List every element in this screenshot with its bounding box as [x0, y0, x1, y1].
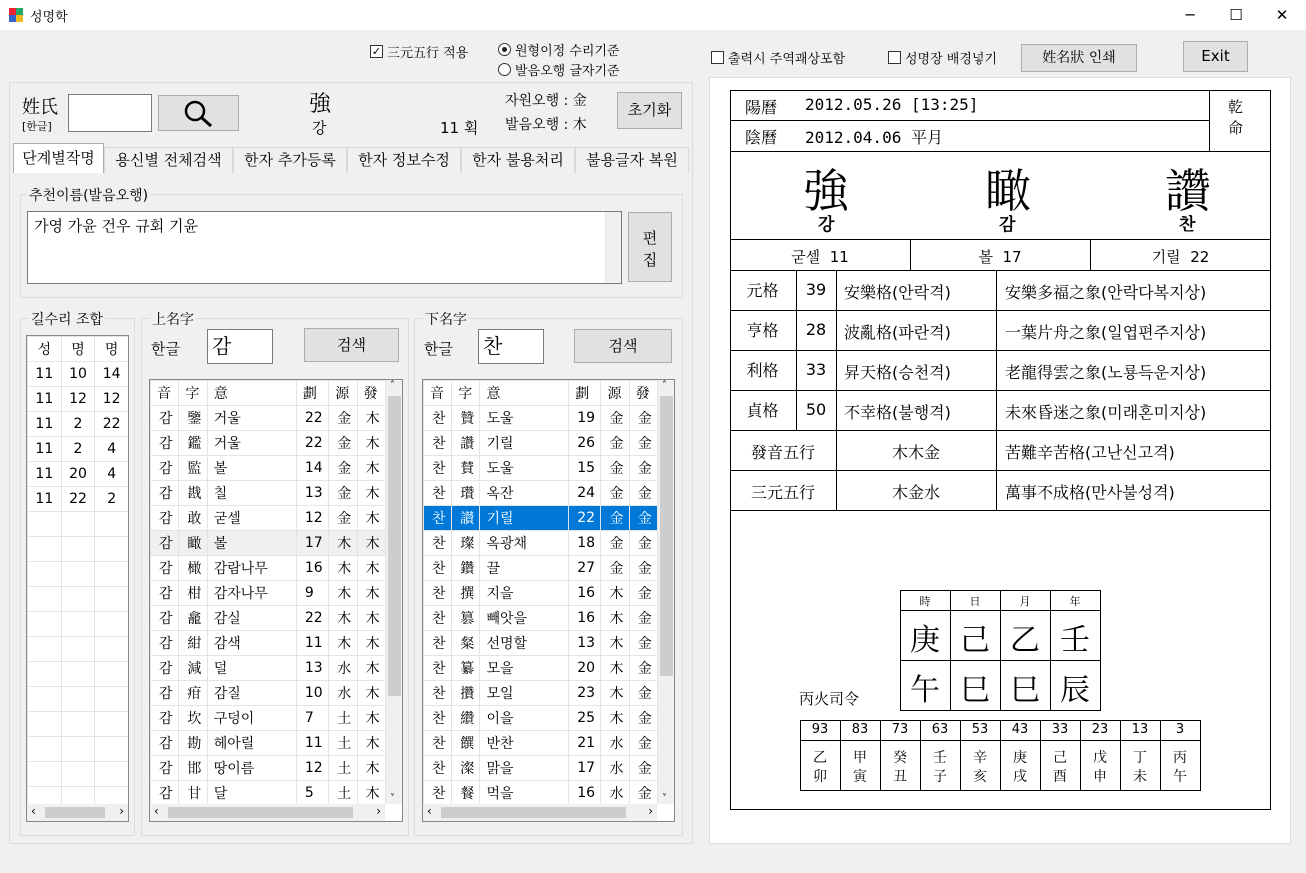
radio-bareum[interactable]: 발음오행 글자기준	[498, 60, 620, 79]
upper-hanja-row[interactable]: 감 紺 감색 11 木 木	[151, 631, 386, 656]
bareum-ohaeng: 발음오행 : 木	[505, 117, 587, 133]
lower-hangul-label: 한글	[424, 340, 453, 358]
gilsuri-row[interactable]: 11 10 14	[28, 362, 129, 387]
upper-hanja-row[interactable]: 감 敢 굳셀 12 金 木	[151, 506, 386, 531]
gilsuri-row[interactable]: 11 2 4	[28, 437, 129, 462]
lower-vscrollbar[interactable]: ˄ ˅	[657, 380, 674, 804]
saju-branch: 辰	[1060, 673, 1090, 708]
upper-hanja-row[interactable]: 감 勘 헤아릴 11 土 木	[151, 731, 386, 756]
saju-stem: 乙	[1010, 623, 1040, 658]
daeun-stem: 己	[1053, 750, 1067, 766]
name-hangul-1: 강	[818, 215, 835, 235]
daeun-stem: 壬	[933, 750, 947, 766]
upper-hangul-label: 한글	[151, 340, 180, 358]
daeun-stem: 庚	[1013, 750, 1027, 766]
check-icon: ✓	[371, 45, 382, 58]
gilsuri-empty-row	[28, 562, 129, 587]
daeun-age: 23	[1091, 722, 1109, 737]
surname-hanja: 強	[309, 92, 332, 117]
daeun-age: 73	[891, 722, 909, 737]
upper-search-button[interactable]: 검색	[304, 328, 399, 362]
saju-stem: 己	[960, 623, 990, 658]
fortune-gyeok: 波亂格(파란격)	[844, 323, 951, 342]
lower-hanja-row[interactable]: 찬 瓚 옥잔 24 金 金	[424, 481, 658, 506]
fortune-number: 28	[805, 320, 827, 339]
daeun-age: 63	[931, 722, 949, 737]
edit-button[interactable]: 편 집	[628, 212, 672, 282]
gilsuri-header: 성 명 명	[28, 337, 129, 362]
daeun-age: 93	[811, 722, 829, 737]
daeun-stem: 戊	[1093, 750, 1107, 766]
surname-input[interactable]	[68, 94, 152, 132]
daeun-branch: 亥	[973, 769, 987, 785]
upper-hanja-row[interactable]: 감 疳 감질 10 水 木	[151, 681, 386, 706]
lower-hanja-row[interactable]: 찬 撰 지을 16 木 金	[424, 581, 658, 606]
daeun-branch: 酉	[1053, 769, 1067, 785]
lower-hanja-row[interactable]: 찬 讚 기릴 26 金 金	[424, 431, 658, 456]
gilsuri-row[interactable]: 11 12 12	[28, 387, 129, 412]
fortune-gyeok: 安樂格(안락격)	[844, 283, 951, 302]
daeun-branch: 未	[1133, 769, 1147, 785]
jawon-ohaeng: 자원오행 : 金	[505, 93, 587, 109]
lower-hanja-row[interactable]: 찬 賛 도울 15 金 金	[424, 456, 658, 481]
fortune-number: 50	[805, 400, 827, 419]
surname-strokes: 11 획	[440, 119, 479, 137]
daeun-stem: 癸	[893, 750, 907, 766]
ohaeng-label: 三元五行	[750, 483, 815, 502]
surname-label: 姓氏	[22, 97, 58, 118]
tab-step-naming[interactable]: 단계별작명	[13, 143, 104, 173]
lower-hanja-row[interactable]: 찬 璨 옥광채 18 金 金	[424, 531, 658, 556]
saryeong-label: 丙火司令	[799, 690, 860, 708]
upper-hanja-row[interactable]: 감 瞰 볼 17 木 木	[151, 531, 386, 556]
app-icon	[9, 8, 23, 22]
name-hanja-3: 讚	[1165, 164, 1211, 218]
upper-hanja-row[interactable]: 감 鑒 거울 22 金 木	[151, 406, 386, 431]
daeun-stem: 丙	[1173, 750, 1187, 766]
lower-hanja-row[interactable]: 찬 粲 선명할 13 木 金	[424, 631, 658, 656]
solar-value: 2012.05.26 [13:25]	[805, 95, 979, 114]
lower-hanja-row[interactable]: 찬 饌 반찬 21 水 金	[424, 731, 658, 756]
tab-restore[interactable]: 불용글자 복원	[575, 147, 689, 173]
gilsuri-empty-row	[28, 637, 129, 662]
print-juyeok-checkbox[interactable]: 출력시 주역괘상포함	[711, 48, 845, 67]
saju-branch: 巳	[960, 673, 990, 708]
saju-header: 時	[919, 595, 931, 608]
fortune-name: 亨格	[746, 321, 779, 340]
upper-hscrollbar[interactable]: ‹ ›	[150, 804, 385, 821]
name-hanja-1: 強	[803, 164, 849, 218]
fortune-sang: 未來昏迷之象(미래혼미지상)	[1005, 403, 1207, 422]
gilsuri-empty-row	[28, 612, 129, 637]
surname-search-button[interactable]	[158, 95, 239, 131]
saju-stem: 庚	[910, 623, 940, 658]
recommend-scrollbar[interactable]	[605, 212, 621, 283]
upper-hanja-row[interactable]: 감 鑑 거울 22 金 木	[151, 431, 386, 456]
daeun-branch: 申	[1093, 769, 1107, 785]
name-hangul-3: 찬	[1179, 215, 1196, 235]
upper-grid[interactable]	[149, 379, 403, 822]
lower-hanja-row[interactable]: 찬 餐 먹을 16 水 金	[424, 781, 658, 806]
daeun-age: 13	[1131, 722, 1149, 737]
daeun-stem: 甲	[853, 750, 867, 766]
upper-hanja-row[interactable]: 감 監 볼 14 金 木	[151, 456, 386, 481]
daeun-branch: 丑	[893, 769, 907, 785]
name-hangul-2: 감	[999, 215, 1016, 235]
lower-hangul-input[interactable]: 찬	[478, 329, 544, 364]
gilsuri-empty-row	[28, 712, 129, 737]
saju-stem: 壬	[1060, 623, 1090, 658]
ohaeng-label: 發音五行	[750, 443, 815, 462]
meaning-3: 기릴 22	[1151, 248, 1210, 266]
fortune-gyeok: 不幸格(불행격)	[844, 403, 951, 422]
sanwon-checkbox[interactable]: ✓ 三元五行 적용	[371, 45, 469, 61]
minimize-button[interactable]: ─	[1185, 6, 1195, 24]
gilsuri-empty-row	[28, 737, 129, 762]
upper-hanja-row[interactable]: 감 龕 감실 22 木 木	[151, 606, 386, 631]
lower-hanja-row[interactable]: 찬 纘 이을 25 木 金	[424, 706, 658, 731]
fortune-number: 39	[805, 280, 827, 299]
tab-hanja-edit[interactable]: 한자 정보수정	[347, 147, 461, 173]
upper-hanja-row[interactable]: 감 戡 칠 13 金 木	[151, 481, 386, 506]
daeun-stem: 辛	[973, 750, 987, 766]
ohaeng-value: 木金水	[891, 483, 940, 502]
surname-hangul: 강	[312, 119, 327, 137]
lower-hanja-row[interactable]: 찬 讃 기릴 22 金 金	[424, 506, 658, 531]
tab-hanja-add[interactable]: 한자 추가등록	[233, 147, 347, 173]
saju-header: 年	[1069, 595, 1081, 608]
daeun-branch: 寅	[853, 769, 867, 785]
close-button[interactable]: ✕	[1275, 6, 1289, 24]
gilsuri-empty-row	[28, 512, 129, 537]
lower-hanja-row[interactable]: 찬 鑽 끌 27 金 金	[424, 556, 658, 581]
ohaeng-value: 木木金	[891, 443, 940, 462]
fortune-gyeok: 昇天格(승천격)	[844, 363, 951, 382]
fortune-number: 33	[805, 360, 827, 379]
gilsuri-empty-row	[28, 537, 129, 562]
daeun-branch: 午	[1173, 769, 1187, 785]
tab-hanja-disable[interactable]: 한자 불용처리	[461, 147, 575, 173]
gilsuri-empty-row	[28, 762, 129, 787]
gilsuri-row[interactable]: 11 20 4	[28, 462, 129, 487]
saju-branch: 午	[910, 673, 940, 708]
upper-hangul-input[interactable]: 감	[207, 329, 273, 364]
lower-hscrollbar[interactable]: ‹ ›	[423, 804, 657, 821]
name-hanja-2: 瞰	[985, 164, 1031, 218]
upper-hanja-header: 音 字 意 劃 源 發	[151, 381, 386, 406]
recommend-textarea[interactable]: 가영 가윤 건우 규회 기윤	[27, 211, 622, 284]
saju-header: 月	[1019, 595, 1031, 608]
gilsuri-empty-row	[28, 662, 129, 687]
magnifier-icon	[181, 99, 217, 129]
title-bar	[0, 0, 1306, 30]
gilsuri-grid[interactable]	[26, 335, 129, 822]
reset-button[interactable]: 초기화	[617, 92, 682, 129]
fortune-name: 利格	[746, 361, 779, 380]
gilsuri-row[interactable]: 11 22 2	[28, 487, 129, 512]
fortune-sang: 老龍得雲之象(노룡득운지상)	[1005, 363, 1207, 382]
lower-hanja-header: 音 字 意 劃 源 發	[424, 381, 658, 406]
meaning-2: 볼 17	[978, 248, 1022, 266]
fortune-name: 貞格	[746, 401, 779, 420]
lower-hanja-row[interactable]: 찬 贊 도울 19 金 金	[424, 406, 658, 431]
fortune-name: 元格	[746, 281, 779, 300]
daeun-branch: 子	[933, 769, 947, 785]
surname-sublabel: [한글]	[22, 120, 52, 133]
lower-grid[interactable]	[422, 379, 675, 822]
lower-hanja-row[interactable]: 찬 纂 모을 20 木 金	[424, 656, 658, 681]
solar-label: 陽曆	[745, 98, 778, 117]
maximize-button[interactable]: ☐	[1229, 6, 1243, 24]
gilsuri-empty-row	[28, 687, 129, 712]
lower-hanja-row[interactable]: 찬 澯 맑을 17 水 金	[424, 756, 658, 781]
upper-hanja-row[interactable]: 감 柑 감자나무 9 木 木	[151, 581, 386, 606]
gilsuri-hscrollbar[interactable]: ‹ ›	[27, 804, 128, 821]
upper-hanja-row[interactable]: 감 坎 구덩이 7 土 木	[151, 706, 386, 731]
ohaeng-gyeok: 萬事不成格(만사불성격)	[1005, 483, 1175, 502]
gender-label: 乾 命	[1228, 98, 1244, 137]
daeun-branch: 戌	[1013, 769, 1027, 785]
lower-search-button[interactable]: 검색	[574, 329, 672, 363]
upper-hanja-row[interactable]: 감 橄 감람나무 16 木 木	[151, 556, 386, 581]
meaning-1: 굳셀 11	[791, 248, 849, 266]
background-checkbox[interactable]: 성명장 배경넣기	[888, 48, 997, 67]
print-button[interactable]: 姓名狀 인쇄	[1021, 44, 1137, 72]
gilsuri-title: 길수리 조합	[29, 309, 105, 329]
gilsuri-row[interactable]: 11 2 22	[28, 412, 129, 437]
saju-header: 日	[969, 595, 981, 608]
ohaeng-gyeok: 苦難辛苦格(고난신고격)	[1005, 443, 1175, 462]
daeun-stem: 乙	[813, 750, 827, 766]
recommend-title: 추천이름(발음오행)	[27, 185, 150, 205]
upper-title: 上名字	[150, 309, 196, 329]
saju-branch: 巳	[1010, 673, 1040, 708]
lower-hanja-row[interactable]: 찬 攢 모일 23 木 金	[424, 681, 658, 706]
upper-hanja-row[interactable]: 감 減 덜 13 水 木	[151, 656, 386, 681]
tab-yongsin-search[interactable]: 용신별 전체검색	[104, 147, 233, 173]
daeun-age: 3	[1175, 722, 1185, 737]
upper-hanja-row[interactable]: 감 甘 달 5 土 木	[151, 781, 386, 806]
radio-wonhyeong[interactable]: 원형이정 수리기준	[498, 40, 620, 59]
lunar-value: 2012.04.06 平月	[805, 128, 943, 147]
lower-hanja-row[interactable]: 찬 篡 빼앗을 16 木 金	[424, 606, 658, 631]
fortune-sang: 一葉片舟之象(일엽편주지상)	[1005, 323, 1207, 342]
daeun-age: 83	[851, 722, 869, 737]
lunar-label: 陰曆	[745, 128, 778, 147]
daeun-age: 33	[1051, 722, 1069, 737]
window-title: 성명학	[30, 10, 68, 25]
daeun-stem: 丁	[1133, 750, 1147, 766]
upper-hanja-row[interactable]: 감 邯 땅이름 12 土 木	[151, 756, 386, 781]
daeun-age: 53	[971, 722, 989, 737]
lower-title: 下名字	[423, 309, 469, 329]
daeun-age: 43	[1011, 722, 1029, 737]
daeun-branch: 卯	[813, 769, 827, 785]
upper-vscrollbar[interactable]: ˄ ˅	[385, 380, 402, 804]
gilsuri-empty-row	[28, 587, 129, 612]
fortune-sang: 安樂多福之象(안락다복지상)	[1005, 283, 1207, 302]
exit-button[interactable]: Exit	[1183, 41, 1248, 72]
